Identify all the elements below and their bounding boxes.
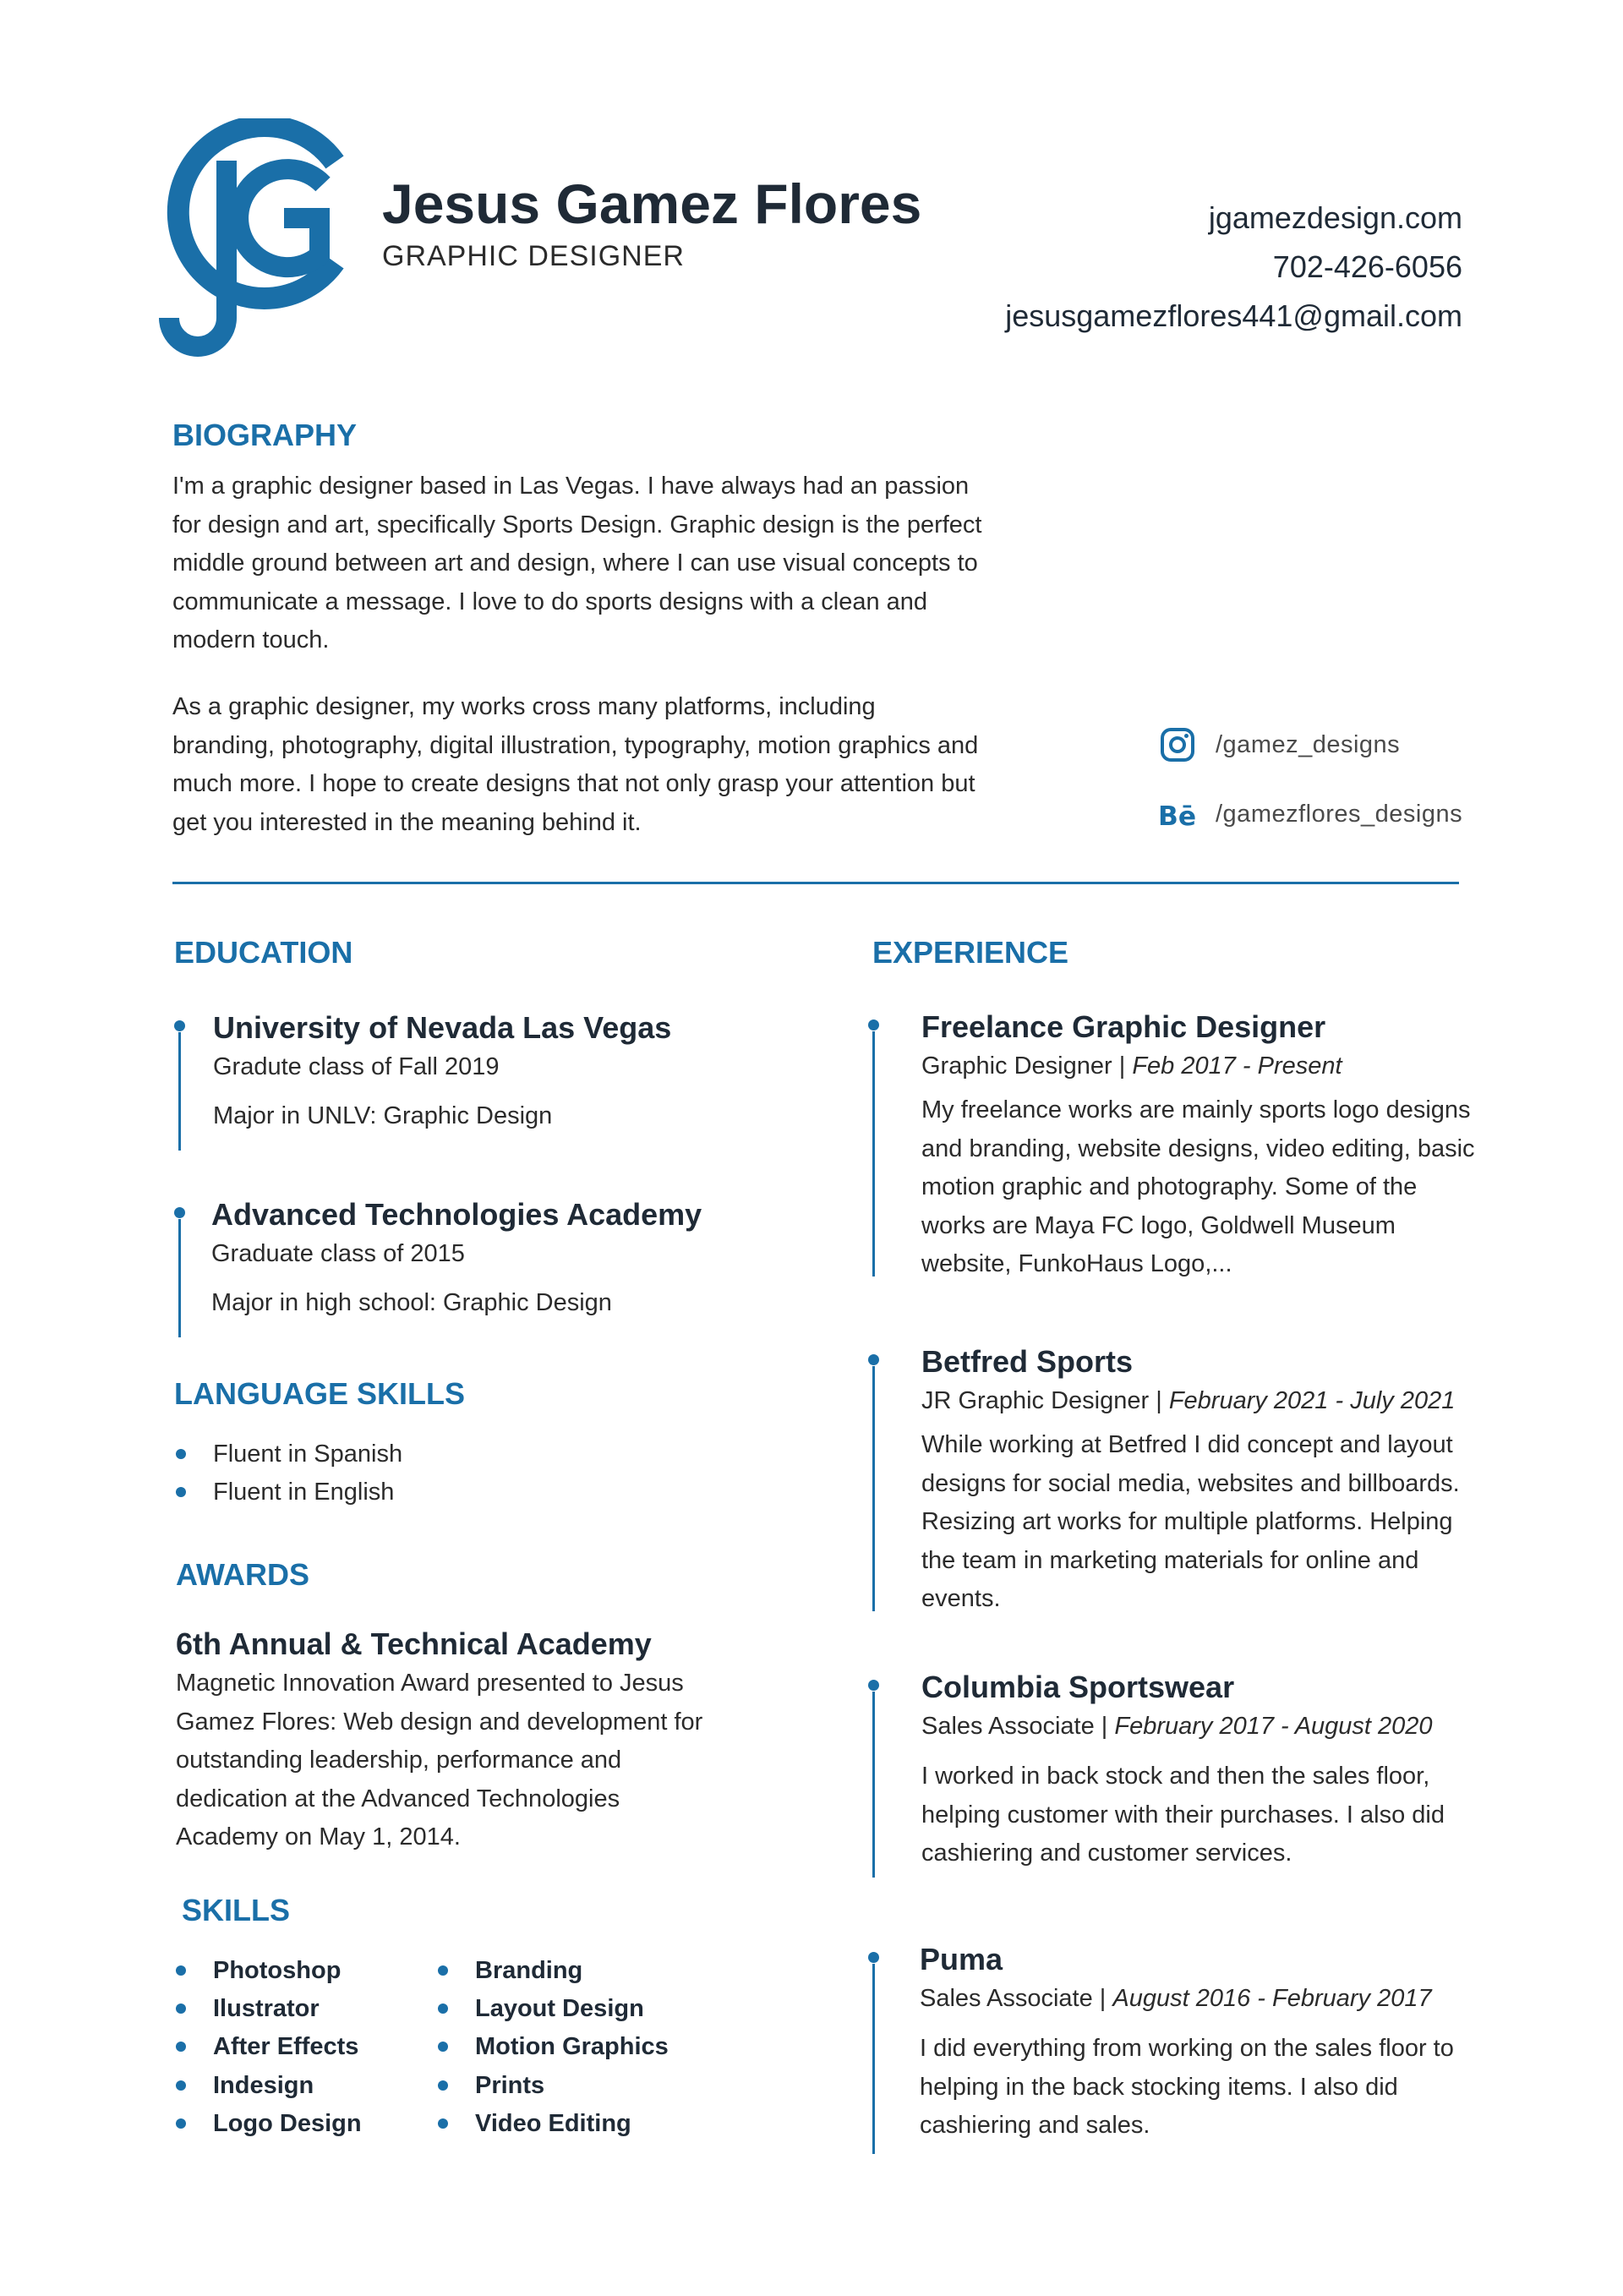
email-link[interactable]: jesusgamezflores441@gmail.com [1005, 298, 1462, 333]
skill-item: After Effects [213, 2033, 359, 2060]
social-instagram[interactable] [1158, 725, 1400, 764]
company-name: Freelance Graphic Designer [921, 1009, 1326, 1044]
role-and-dates: Sales Associate | February 2017 - August 2020 [921, 1713, 1433, 1740]
timeline-line [872, 1031, 875, 1276]
timeline-dot [174, 1020, 185, 1031]
instagram-handle: /gamez_designs [1216, 730, 1401, 758]
job-description: I worked in back stock and then the sales floor, helping customer with their purchases. I also did cashiering and customer services. [921, 1763, 1445, 1867]
timeline-dot [868, 1020, 879, 1030]
education-line-1: Graduate class of 2015 [211, 1240, 465, 1267]
social-behance[interactable] [1158, 795, 1462, 834]
job-role: JR Graphic Designer [921, 1387, 1150, 1414]
biography-paragraph-1: I'm a graphic designer based in Las Vegas. I have always had an passion for design and art, specifically Sports Design. Graphic design is the perfect middle ground between art and design, where I can use visual concepts to communicate a message. I love to do sports designs with a clean and modern touch. [172, 473, 982, 653]
timeline-dot [174, 1207, 185, 1218]
experience-title: EXPERIENCE [872, 935, 1069, 970]
svg-text:Bē: Bē [1158, 801, 1197, 829]
job-dates: February 2021 - July 2021 [1168, 1387, 1456, 1414]
company-name: Columbia Sportswear [921, 1670, 1235, 1704]
company-name: Puma [920, 1942, 1003, 1976]
job-title: GRAPHIC DESIGNER [382, 240, 685, 272]
education-line-2: Major in UNLV: Graphic Design [213, 1102, 553, 1129]
skill-item: Video Editing [475, 2110, 631, 2137]
education-title: EDUCATION [174, 935, 353, 970]
jg-monogram-icon [157, 118, 348, 358]
role-and-dates: JR Graphic Designer | February 2021 - July 2021 [921, 1387, 1456, 1414]
timeline-line [872, 1964, 875, 2154]
website-link[interactable]: jgamezdesign.com [1208, 200, 1462, 235]
timeline-dot [868, 1680, 879, 1691]
award-heading: 6th Annual & Technical Academy [176, 1626, 652, 1661]
skills-title: SKILLS [182, 1893, 291, 1927]
school-name: University of Nevada Las Vegas [213, 1010, 672, 1045]
skill-item: Prints [475, 2072, 545, 2099]
skill-item: Branding [475, 1957, 583, 1984]
behance-handle: /gamezflores_designs [1216, 800, 1463, 828]
education-line-1: Gradute class of Fall 2019 [213, 1053, 500, 1080]
award-description: Magnetic Innovation Award presented to Jesus Gamez Flores: Web design and development for outstanding leadership, performance and dedication at the Advanced Technologies Academy on May 1, 2014. [176, 1670, 703, 1850]
job-role: Sales Associate [920, 1985, 1093, 2012]
school-name: Advanced Technologies Academy [211, 1197, 702, 1232]
skill-item: Photoshop [213, 1957, 342, 1984]
timeline-line [872, 1692, 875, 1878]
timeline-line [178, 1032, 181, 1151]
timeline-dot [868, 1952, 879, 1963]
skill-item: Ilustrator [213, 1995, 320, 2022]
role-and-dates: Sales Associate | August 2016 - February 2017 [920, 1985, 1432, 2012]
skill-item: Layout Design [475, 1995, 644, 2022]
awards-title: AWARDS [176, 1557, 310, 1592]
section-divider [172, 882, 1459, 884]
skill-item: Motion Graphics [475, 2033, 669, 2060]
job-description: My freelance works are mainly sports logo designs and branding, website designs, video editing, basic motion graphic and photography. Some of the works are Maya FC logo, Goldwell Museum website, FunkoHaus Logo,... [921, 1096, 1475, 1277]
biography-title: BIOGRAPHY [172, 418, 358, 452]
education-line-2: Major in high school: Graphic Design [211, 1289, 612, 1316]
language-skills-title: LANGUAGE SKILLS [174, 1376, 466, 1411]
skill-item: Logo Design [213, 2110, 362, 2137]
timeline-line [872, 1366, 875, 1611]
language-item: Fluent in Spanish [213, 1440, 403, 1468]
timeline-dot [868, 1354, 879, 1365]
job-dates: August 2016 - February 2017 [1112, 1985, 1432, 2012]
skill-item: Indesign [213, 2072, 314, 2099]
jg-logo [157, 118, 348, 358]
phone-number[interactable]: 702-426-6056 [1272, 249, 1462, 284]
job-dates: February 2017 - August 2020 [1114, 1713, 1433, 1740]
instagram-icon [1158, 725, 1197, 764]
job-role: Sales Associate [921, 1713, 1095, 1740]
biography-paragraph-2: As a graphic designer, my works cross many platforms, including branding, photography, digital illustration, typography, motion graphics and much more. I hope to create designs that not only grasp your attention but get you interested in the meaning behind it. [172, 693, 979, 836]
behance-icon [1158, 795, 1197, 834]
company-name: Betfred Sports [921, 1344, 1134, 1379]
job-description: I did everything from working on the sales floor to helping in the back stocking items. I also did cashiering and sales. [920, 2035, 1454, 2139]
person-name: Jesus Gamez Flores [382, 172, 922, 235]
job-description: While working at Betfred I did concept and layout designs for social media, websites and billboards. Resizing art works for multiple platforms. Helping the team in marketing materials for online and events. [921, 1431, 1460, 1612]
job-dates: Feb 2017 - Present [1132, 1052, 1342, 1080]
timeline-line [178, 1219, 181, 1337]
language-item: Fluent in English [213, 1479, 395, 1506]
job-role: Graphic Designer [921, 1052, 1112, 1080]
role-and-dates: Graphic Designer | Feb 2017 - Present [921, 1052, 1342, 1080]
